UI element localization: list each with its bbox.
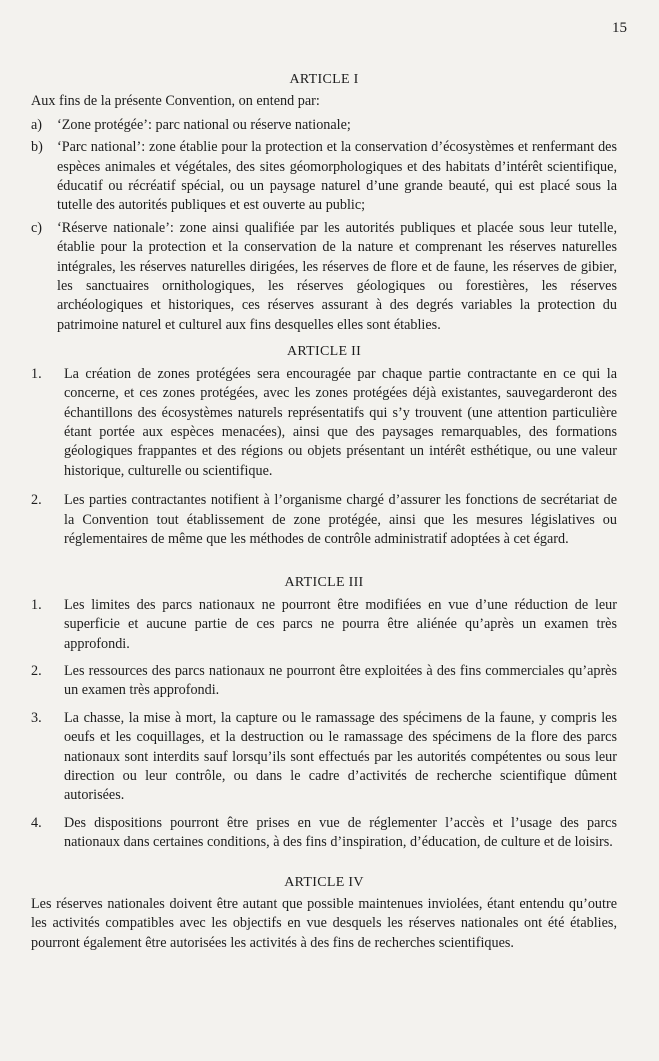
item-text: Les parties contractantes notifient à l’organisme chargé d’assurer les fonctions de secrétariat de la Convention tout établissement de zone protégée, ainsi que les mesures législatives ou réglementaires de même que les méthodes de contrôle administratif adoptées à cet égard. bbox=[64, 492, 617, 547]
item-marker: c) bbox=[31, 219, 43, 236]
article-heading: ARTICLE IV bbox=[284, 874, 364, 890]
list-item bbox=[31, 814, 617, 853]
article-intro: Aux fins de la présente Convention, on entend par: bbox=[31, 93, 320, 110]
numbered-list bbox=[31, 596, 617, 853]
document-body bbox=[31, 70, 617, 965]
list-item bbox=[31, 116, 617, 135]
item-marker: 2. bbox=[31, 492, 42, 509]
list-item bbox=[31, 709, 617, 806]
item-text: ‘Parc national’: zone établie pour la protection et la conservation d’écosystèmes et renfermant des espèces animales et végétales, des sites géomorphologiques et des habitats d’intérêt scientifique, éducatif ou récréatif spécial, ou un paysage naturel d’une grande beauté, qui est placé sous la tutelle des autorités publiques et est ouverte au public; bbox=[57, 139, 617, 214]
article-2 bbox=[31, 342, 617, 549]
article-heading: ARTICLE III bbox=[284, 575, 364, 591]
item-text: ‘Zone protégée’: parc national ou réserve nationale; bbox=[57, 116, 351, 133]
item-marker: 3. bbox=[31, 709, 42, 726]
item-marker: b) bbox=[31, 139, 43, 156]
item-marker: 1. bbox=[31, 596, 42, 613]
article-4 bbox=[31, 873, 617, 954]
list-item bbox=[31, 491, 617, 549]
numbered-list bbox=[31, 365, 617, 550]
list-item bbox=[31, 596, 617, 654]
list-item bbox=[31, 662, 617, 701]
list-item bbox=[31, 219, 617, 335]
item-text: Des dispositions pourront être prises en vue de réglementer l’accès et l’usage des parcs nationaux dans certaines conditions, à des fins d’inspiration, d’éducation, de culture et de loisirs. bbox=[64, 814, 617, 851]
item-text: Les limites des parcs nationaux ne pourront être modifiées en vue d’une réduction de leur superficie et aucune partie de ces parcs ne pourra être aliénée qu’après un examen très approfondi. bbox=[64, 596, 617, 652]
item-text: ‘Réserve nationale’: zone ainsi qualifiée par les autorités publiques et placée sous leur tutelle, établie pour la protection et la conservation de la nature et comprenant les réserves naturelles intégrales, les réserves naturelles dirigées, les réserves de flore et de faune, les réserves de gibier, les sanctuaires ornithologiques, les réserves géologiques ou forestières, les réserves archéologiques et historiques, ces réserves assurant à des degrés variables la protection du patrimoine naturel et culturel aux fins desquelles elles sont établies. bbox=[57, 219, 617, 333]
item-text: Les ressources des parcs nationaux ne pourront être exploitées à des fins commerciales qu’après un examen très approfondi. bbox=[64, 662, 617, 699]
item-text: La chasse, la mise à mort, la capture ou le ramassage des spécimens de la faune, y compris les oeufs et les coquillages, et la destruction ou le ramassage des spécimens de la flore des parcs nationaux sont interdits sauf lorsqu’ils sont effectués par les autorités compétentes ou sous leur direction ou leur contrôle, ou dans le cadre d’activités de recherche scientifique dûment autorisées. bbox=[64, 709, 617, 804]
item-marker: 4. bbox=[31, 814, 42, 831]
item-text: La création de zones protégées sera encouragée par chaque partie contractante en ce qui la concerne, et ces zones protégées, avec les zones protégées déjà existantes, sauvegarderont des échantillons des écosystèmes naturels représentatifs qui s’y trouvent (une attention particulière étant portée aux espèces menacées), ainsi que des paysages remarquables, des formations géologiques frappantes et des régions ou objets présentant un intérêt esthétique, ou une valeur historique, culturelle ou scientifique. bbox=[64, 365, 617, 479]
list-item bbox=[31, 138, 617, 216]
item-marker: 1. bbox=[31, 365, 42, 382]
item-marker: 2. bbox=[31, 662, 42, 679]
list-item bbox=[31, 365, 617, 481]
article-1 bbox=[31, 70, 617, 335]
article-paragraph: Les réserves nationales doivent être autant que possible maintenues inviolées, étant entendu qu’outre les activités compatibles avec les objectifs en vue desquels les réserves nationales ont été établies, pourront également être autorisées les activités à des fins de recherches scientifiques. bbox=[31, 896, 617, 951]
article-heading: ARTICLE I bbox=[289, 72, 359, 87]
page-number: 15 bbox=[612, 20, 627, 36]
item-marker: a) bbox=[31, 116, 43, 133]
article-heading: ARTICLE II bbox=[286, 344, 362, 360]
article-3 bbox=[31, 573, 617, 852]
definition-list bbox=[31, 116, 617, 335]
